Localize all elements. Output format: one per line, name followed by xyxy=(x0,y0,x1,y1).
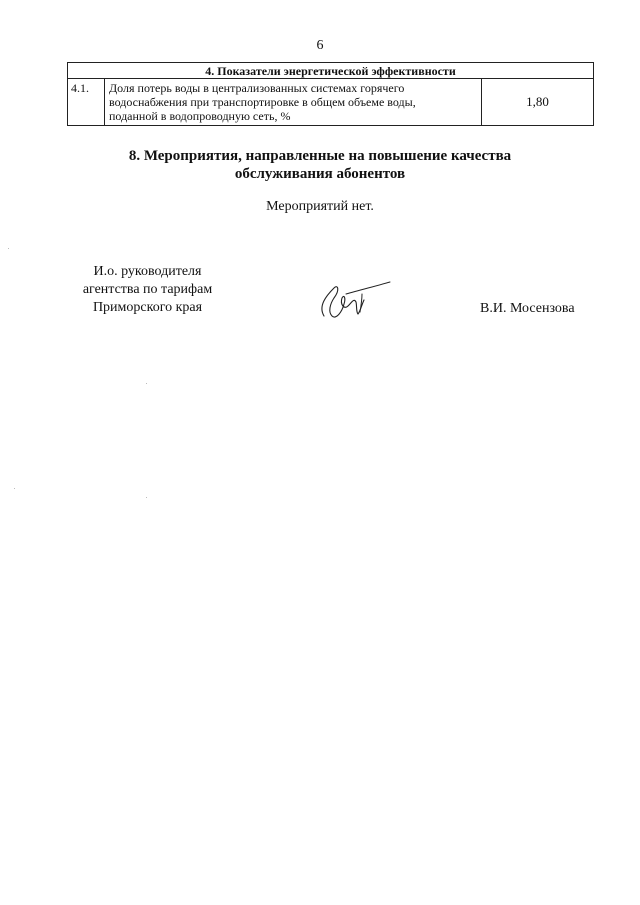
row-number: 4.1. xyxy=(68,79,105,126)
signer-position-line: Приморского края xyxy=(92,300,203,315)
section-8-heading xyxy=(0,147,640,183)
row-description-line: поданной в водопроводную сеть, % xyxy=(109,109,291,123)
signer-position-line: И.о. руководителя xyxy=(93,264,202,279)
scan-speck xyxy=(14,488,15,489)
scan-speck xyxy=(8,248,9,249)
row-description xyxy=(105,79,482,126)
row-value: 1,80 xyxy=(482,79,594,126)
row-description-line: водоснабжения при транспортировке в общем объеме воды, xyxy=(109,95,416,109)
scan-speck xyxy=(146,383,147,384)
signer-position-line: агентства по тарифам xyxy=(82,282,213,297)
row-description-line: Доля потерь воды в централизованных системах горячего xyxy=(109,81,405,95)
section-8-heading-line: 8. Мероприятия, направленные на повышение качества xyxy=(128,148,512,164)
indicators-table xyxy=(67,62,594,126)
section-4-title: 4. Показатели энергетической эффективности xyxy=(68,63,594,79)
scan-speck xyxy=(146,497,147,498)
table-row xyxy=(68,79,594,126)
section-8-heading-line: обслуживания абонентов xyxy=(234,166,406,182)
signer-position xyxy=(60,263,235,317)
page-number: 6 xyxy=(316,38,324,53)
handwritten-signature xyxy=(316,276,396,324)
signer-name: В.И. Мосензова xyxy=(480,301,575,316)
no-measures-text: Мероприятий нет. xyxy=(266,199,374,214)
table-section-row xyxy=(68,63,594,79)
